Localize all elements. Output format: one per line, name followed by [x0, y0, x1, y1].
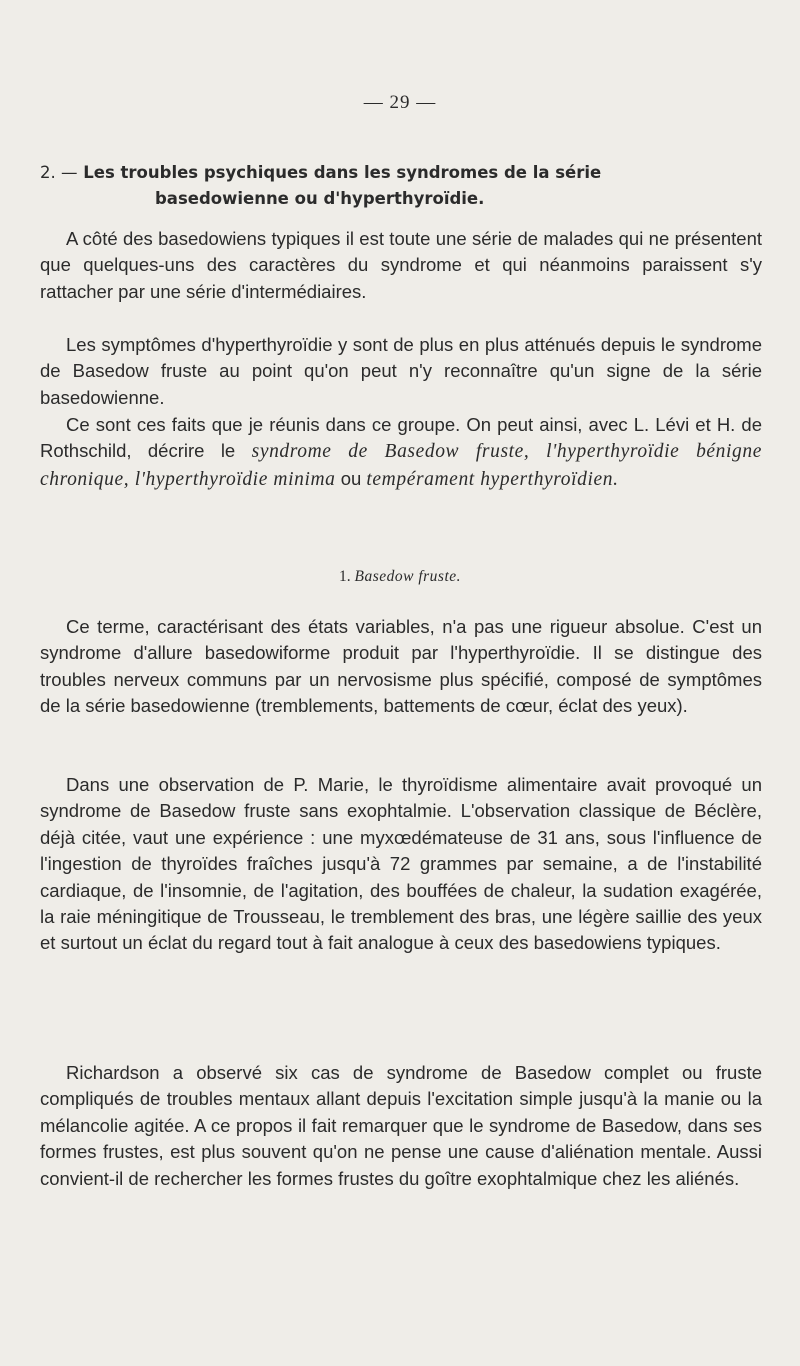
section-number: 2. —: [40, 163, 78, 182]
paragraph-2-text: Les symptômes d'hyperthyroïdie y sont de plus en plus atténués depuis le syndrome de Basedow fruste au point qu'on peut n'y reconnaître qu'un signe de la série basedowienne.: [40, 334, 762, 408]
section-heading: [40, 160, 762, 212]
paragraph-4-text: Ce terme, caractérisant des états variables, n'a pas une rigueur absolue. C'est un syndrome d'allure basedowiforme produit par l'hyperthyroïdie. Il se distingue des troubles nerveux communs par un nervosisme plus spécifié, composé de symptômes de la série basedowienne (tremblements, battements de cœur, éclat des yeux).: [40, 616, 762, 717]
paragraph-3-italic-term: tempérament hyperthyroïdien.: [366, 468, 619, 490]
paragraph-6-text: Richardson a observé six cas de syndrome de Basedow complet ou fruste compliqués de troubles mentaux allant depuis l'excitation simple jusqu'à la manie ou la mélancolie agitée. A ce propos il fait remarquer que le syndrome de Basedow, dans ses formes frustes, est plus souvent qu'on ne pense une cause d'aliénation mentale. Aussi convient-il de rechercher les formes frustes du goître exophtalmique chez les aliénés.: [40, 1062, 762, 1189]
paragraph-1: [40, 226, 762, 305]
paragraph-6: [40, 1060, 762, 1192]
subheading: [0, 568, 800, 586]
subheading-title: Basedow fruste.: [354, 568, 462, 585]
paragraph-3-connector: ou: [340, 467, 362, 489]
paragraph-2: [40, 332, 762, 411]
paragraph-3-text: Ce sont ces faits que je réunis dans ce groupe. On peut ainsi, avec L. Lévi et H. de Rothschild, décrire le: [40, 414, 762, 462]
subheading-number: 1.: [338, 568, 351, 585]
paragraph-5: [40, 772, 762, 957]
paragraph-5-text: Dans une observation de P. Marie, le thyroïdisme alimentaire avait provoqué un syndrome de Basedow fruste sans exophtalmie. L'observation classique de Béclère, déjà citée, vaut une expérience : une myxœdémateuse de 31 ans, sous l'influence de l'ingestion de thyroïdes fraîches jusqu'à 72 grammes par semaine, a de l'instabilité cardiaque, de l'insomnie, de l'agitation, des bouffées de chaleur, la sudation exagérée, la raie méningitique de Trousseau, le tremblement des bras, une légère saillie des yeux et surtout un éclat du regard tout à fait analogue à ceux des basedowiens typiques.: [40, 774, 762, 954]
section-title-line2: basedowienne ou d'hyperthyroïdie.: [155, 189, 485, 208]
paragraph-3: [40, 412, 762, 493]
page-number: — 29 —: [363, 92, 437, 113]
paragraph-4: [40, 614, 762, 720]
section-title-line1: Les troubles psychiques dans les syndromes de la série: [83, 163, 602, 182]
paragraph-3-italic-terms: syndrome de Basedow fruste, l'hyperthyroïdie bénigne chronique, l'hyperthyroïdie minima: [40, 441, 762, 490]
paragraph-1-text: A côté des basedowiens typiques il est toute une série de malades qui ne présentent que quelques-uns des caractères du syndrome et qui néanmoins paraissent s'y rattacher par une série d'intermédiaires.: [40, 228, 762, 302]
